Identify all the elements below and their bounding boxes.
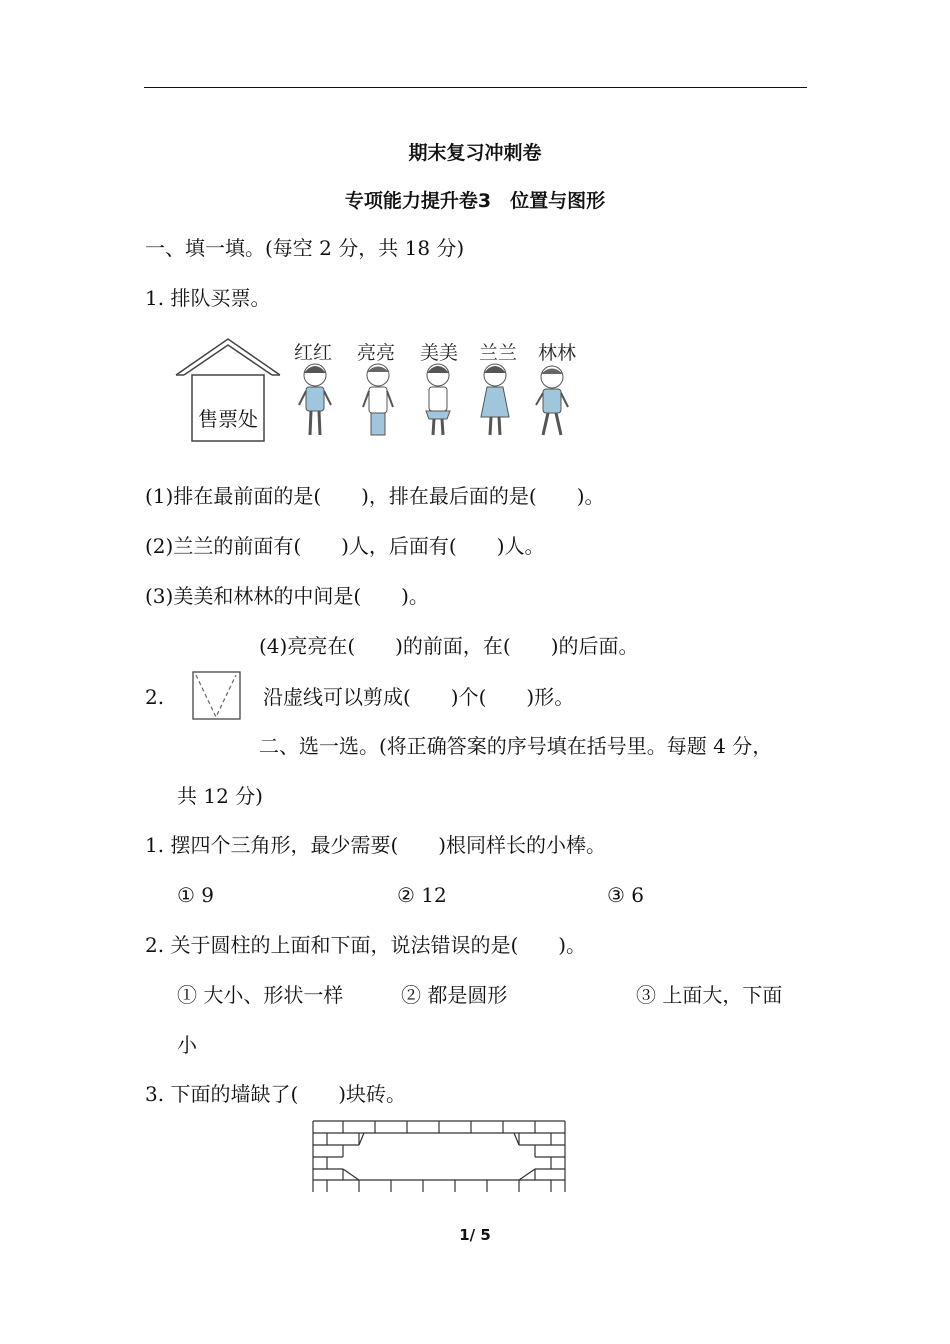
page-number: 1/ 5 (459, 1226, 491, 1244)
booth-label: 售票处 (198, 407, 258, 431)
section2-heading-line1: 二、选一选。(将正确答案的序号填在括号里。每题 4 分， (259, 734, 773, 758)
kid-figure-1 (299, 364, 331, 435)
q1-part-3: (3)美美和林林的中间是( )。 (145, 584, 429, 608)
q1-part-4: (4)亮亮在( )的前面，在( )的后面。 (259, 634, 639, 658)
header-rule (144, 87, 807, 88)
s2-q2-text: 2. 关于圆柱的上面和下面，说法错误的是( )。 (145, 933, 587, 957)
s2-q1-option-3: ③ 6 (607, 883, 645, 907)
kid-name-5: 林林 (538, 342, 577, 364)
kid-name-3: 美美 (420, 342, 459, 364)
kid-figure-4 (481, 364, 509, 435)
s2-q2-option-2: ② 都是圆形 (401, 983, 508, 1007)
q1-part-1: (1)排在最前面的是( )，排在最后面的是( )。 (145, 484, 605, 508)
s2-q1-option-1: ① 9 (177, 883, 215, 907)
s2-q1-text: 1. 摆四个三角形，最少需要( )根同样长的小棒。 (145, 833, 607, 857)
kid-name-2: 亮亮 (357, 342, 396, 364)
dashed-square-figure (192, 671, 242, 721)
q2-number: 2. (145, 685, 165, 709)
brick-wall-figure (312, 1120, 566, 1192)
kid-name-4: 兰兰 (479, 342, 518, 364)
exam-title: 期末复习冲刺卷 (408, 142, 542, 164)
section1-heading: 一、填一填。(每空 2 分，共 18 分) (145, 236, 465, 260)
exam-subtitle: 专项能力提升卷3 位置与图形 (344, 190, 606, 212)
kid-figure-3 (426, 364, 450, 435)
s2-q2-option-3-wrap: 小 (177, 1033, 197, 1057)
s2-q2-option-1: ① 大小、形状一样 (177, 983, 344, 1007)
q2-text: 沿虚线可以剪成( )个( )形。 (263, 685, 575, 709)
q1-part-2: (2)兰兰的前面有( )人，后面有( )人。 (145, 534, 545, 558)
s2-q2-option-3: ③ 上面大，下面 (636, 983, 783, 1007)
q1-label: 1. 排队买票。 (145, 286, 271, 310)
s2-q3-text: 3. 下面的墙缺了( )块砖。 (145, 1082, 407, 1106)
s2-q1-option-2: ② 12 (397, 883, 447, 907)
kid-figure-2 (363, 364, 393, 435)
kid-figure-5 (536, 366, 568, 435)
kid-name-1: 红红 (294, 342, 333, 364)
section2-heading-line2: 共 12 分) (177, 784, 263, 808)
